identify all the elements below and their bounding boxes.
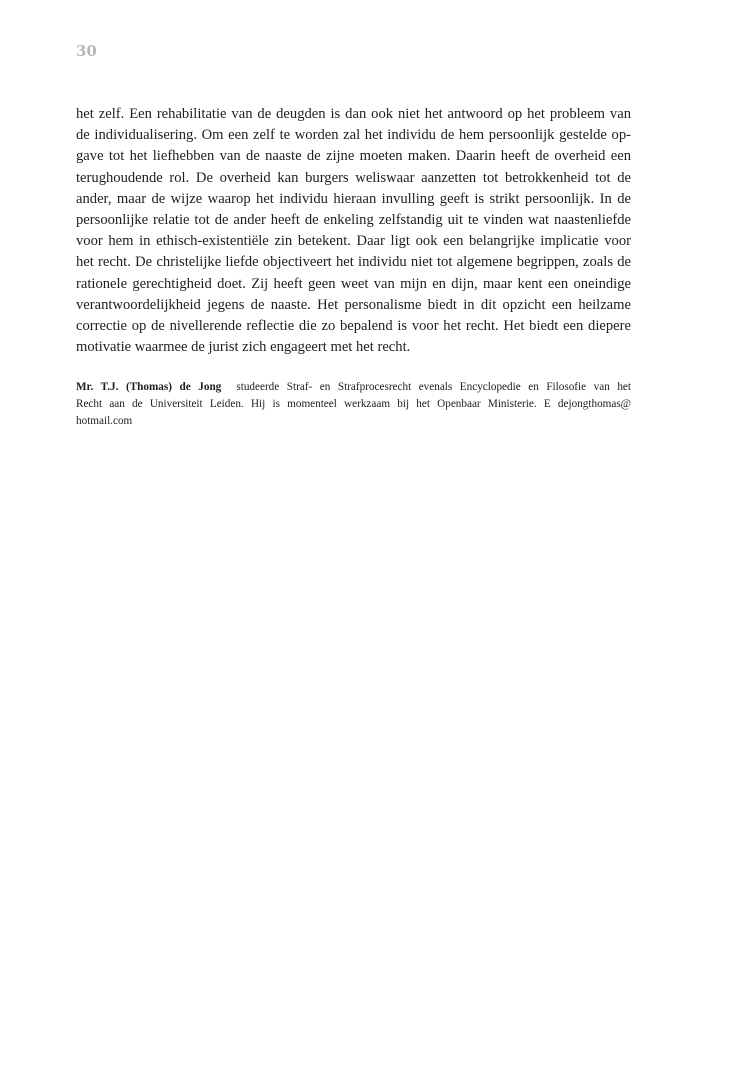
body-line: persoonlijke relatie tot de ander heeft de enkeling zelfstandig uit te vinden wat naastenliefde — [76, 212, 631, 229]
page-content — [76, 104, 631, 429]
body-line: correctie op de nivellerende reflectie die zo bepalend is voor het recht. Het biedt een diepere — [76, 318, 631, 335]
body-line: terughoudende rol. De overheid kan burgers weliswaar aanzetten tot betrokkenheid tot de — [76, 169, 631, 186]
body-line: het zelf. Een rehabilitatie van de deugden is dan ook niet het antwoord op het probleem van — [76, 106, 631, 122]
body-line: rationele gerechtigheid doet. Zij heeft geen weet van mijn en dijn, maar kent een oneindige — [76, 275, 631, 292]
body-line: ander, maar de wijze waarop het individu hieraan invulling geeft is strikt persoonlijk. In de — [76, 190, 631, 207]
body-line: verantwoordelijkheid jegens de naaste. Het personalisme biedt in dit opzicht een heilzame — [76, 296, 631, 313]
body-line: gave tot het liefhebben van de naaste de zijne moeten maken. Daarin heeft de overheid een — [76, 148, 631, 165]
body-line: het recht. De christelijke liefde objectiveert het individu niet tot algemene begrippen, zoals de — [76, 254, 631, 271]
body-line: voor hem in ethisch-existentiële zin betekent. Daar ligt ook een belangrijke implicatie voor — [76, 233, 631, 250]
body-line: de individualisering. Om een zelf te worden zal het individu de hem persoonlijk gestelde op- — [76, 127, 631, 144]
author-note-text: studeerde Straf- en Strafprocesrecht evenals Encyclopedie en Filosofie van het — [236, 381, 632, 394]
body-paragraph — [76, 104, 631, 358]
body-line: motivatie waarmee de jurist zich engageert met het recht. — [76, 339, 411, 356]
author-note-line: hotmail.com — [76, 414, 133, 427]
author-note — [76, 379, 631, 429]
page-number: 30 — [76, 42, 97, 60]
author-note-line — [76, 379, 631, 396]
author-note-line: Recht aan de Universiteit Leiden. Hij is momenteel werkzaam bij het Openbaar Ministerie. E dejongthomas@ — [76, 398, 631, 411]
author-name: Mr. T.J. (Thomas) de Jong — [76, 381, 222, 394]
